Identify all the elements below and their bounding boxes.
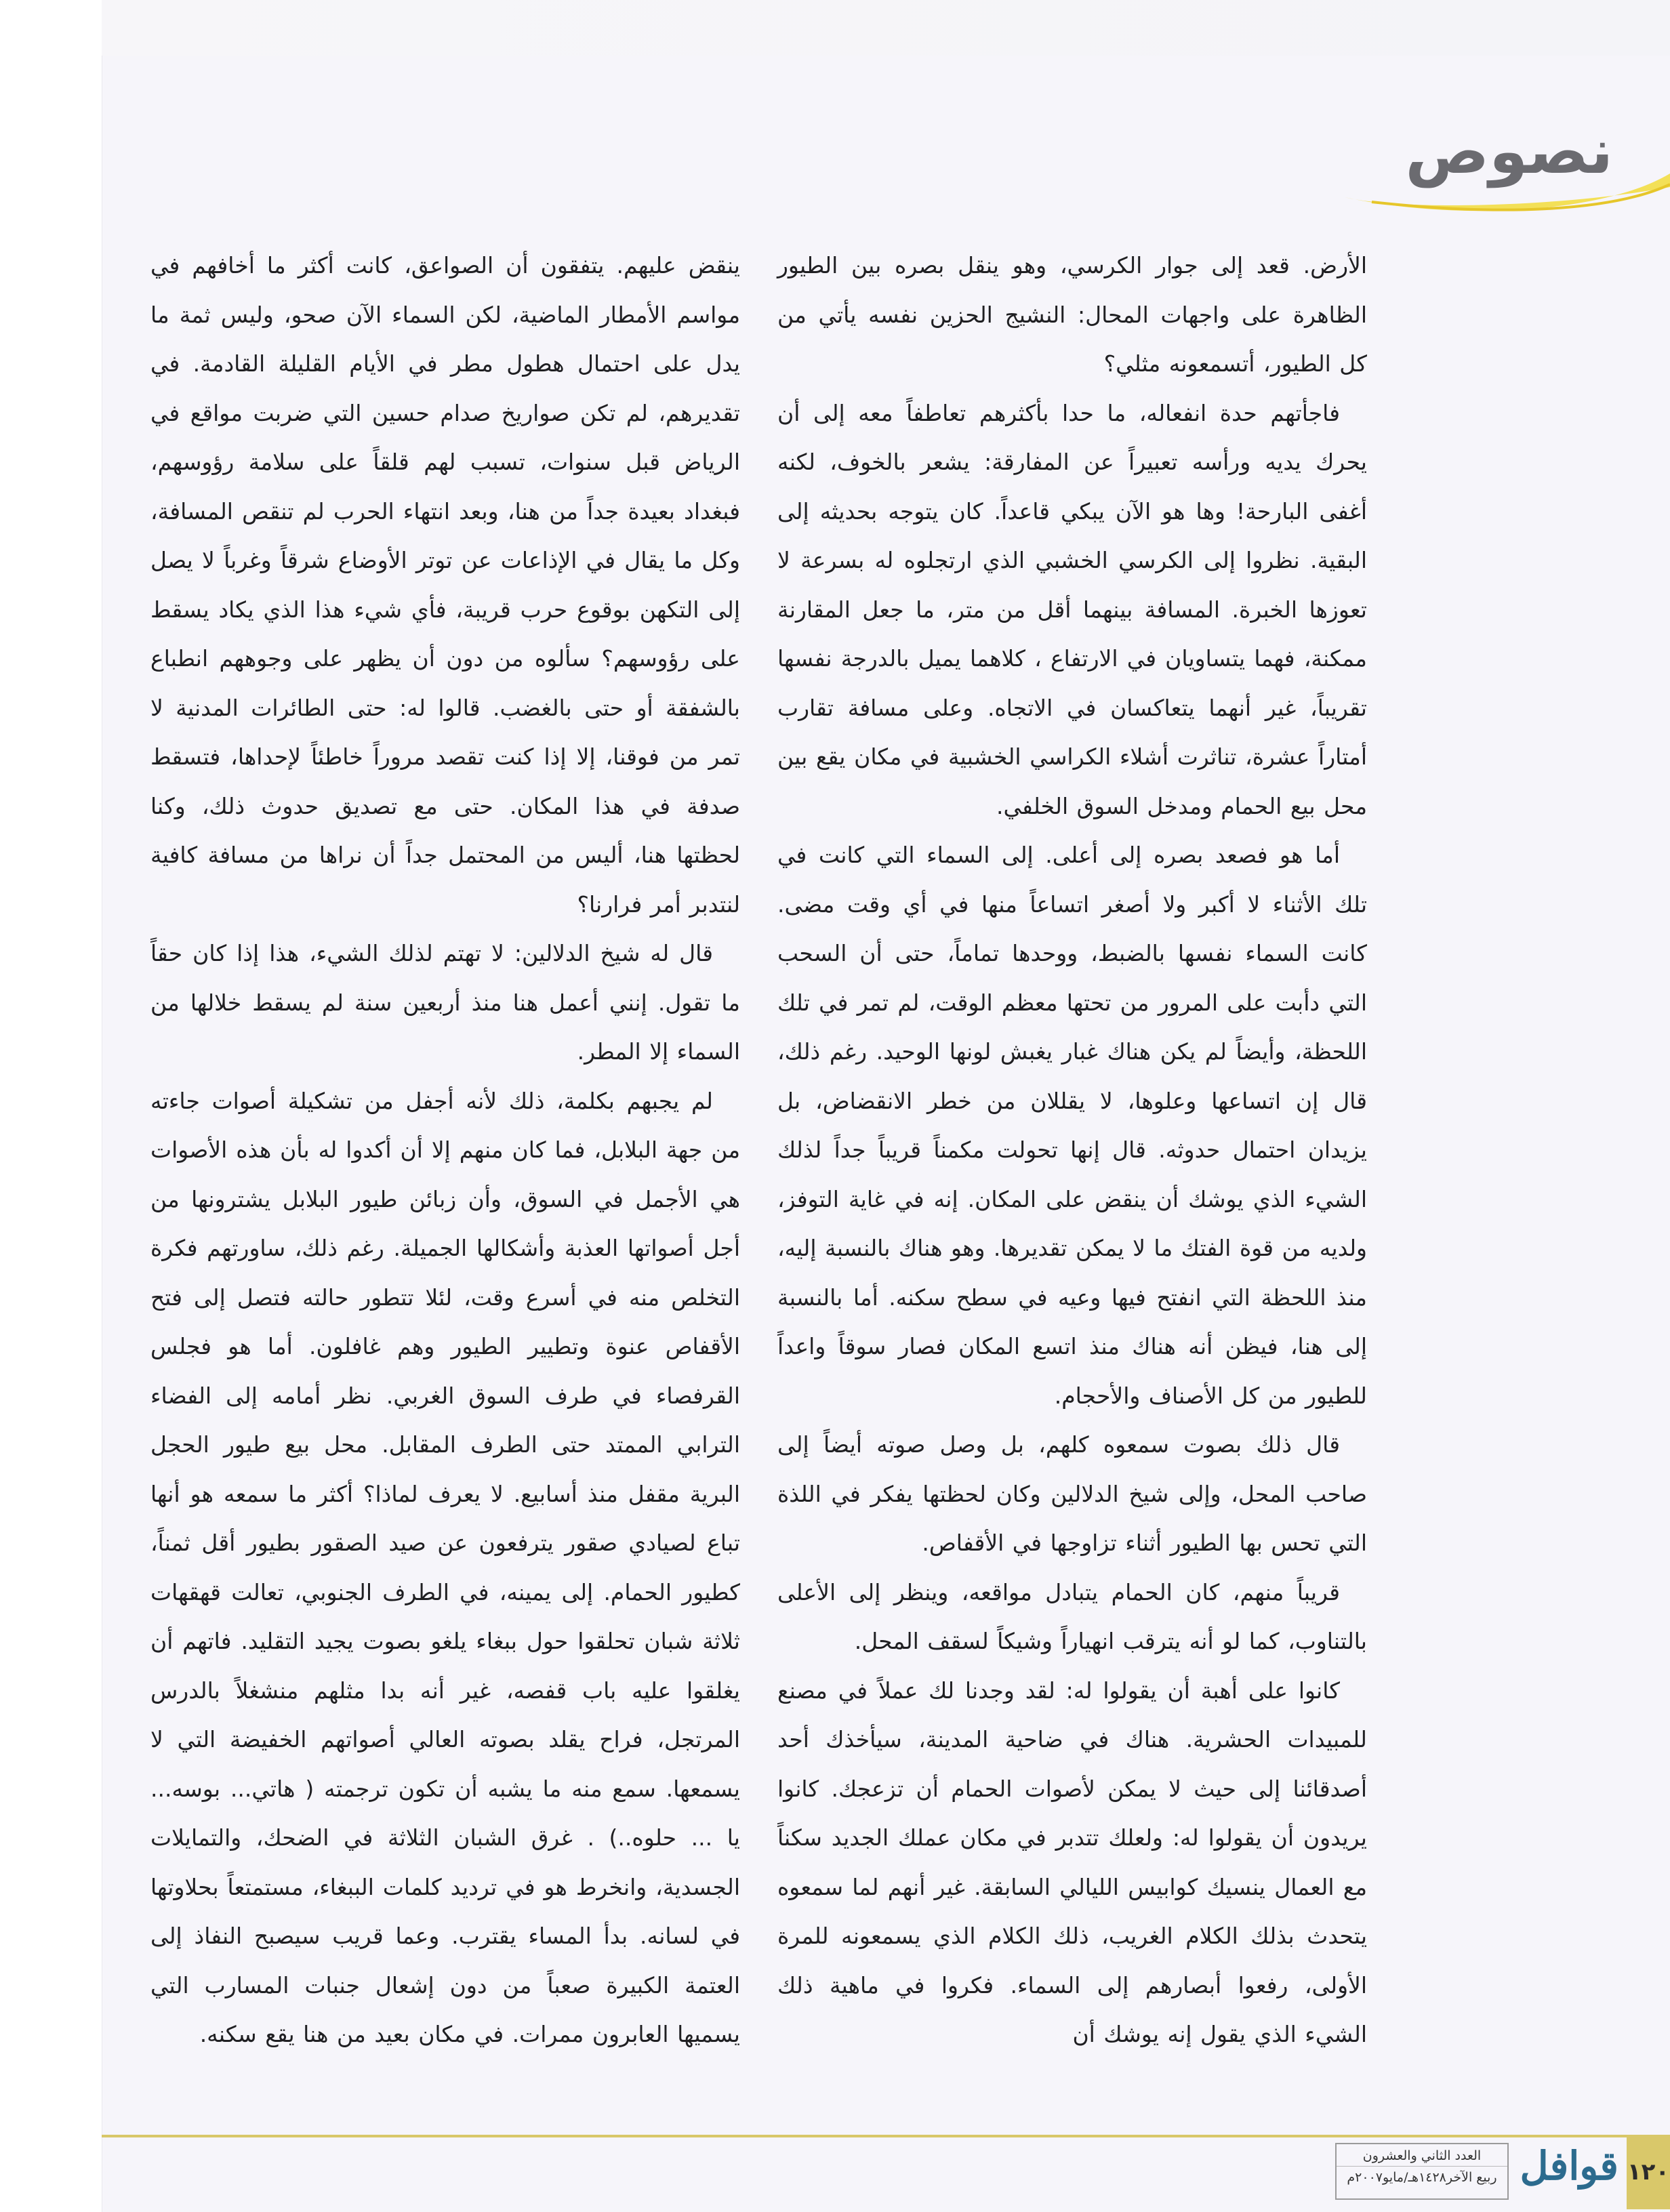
paragraph: الأرض. قعد إلى جوار الكرسي، وهو ينقل بصره بين الطيور الظاهرة على واجهات المحال: النشيج الحزين نفسه يأتي من كل الطيور، أتسمعونه مثلي؟ — [777, 252, 1367, 377]
paragraph: كانوا على أهبة أن يقولوا له: لقد وجدنا لك عملاً في مصنع للمبيدات الحشرية. هناك في ضاحية المدينة، سيأخذك أحد أصدقائنا إلى حيث لا يمكن لأصوات الحمام أن تزعجك. كانوا يريدون أن يقولوا له: ولعلك تتدبر في مكان عملك الجديد سكناً مع العمال ينسيك كوابيس الليالي السابقة. غير أنهم لما سمعوه يتحدث بذلك الكلام الغريب، ذلك الكلام الذي يسمعونه للمرة الأولى، رفعوا أبصارهم إلى السماء. فكروا في ماهية ذلك الشيء الذي يقول إنه يوشك أن — [777, 1677, 1367, 2047]
paragraph: أما هو فصعد بصره إلى أعلى. إلى السماء التي كانت في تلك الأثناء لا أكبر ولا أصغر اتساعاً منها في أي وقت مضى. كانت السماء نفسها بالضبط، ووحدها تماماً، حتى أن السحب التي دأبت على المرور من تحتها معظم الوقت، لم تمر في تلك اللحظة، وأيضاً لم يكن هناك غبار يغبش لونها الوحيد. رغم ذلك، قال إن اتساعها وعلوها، لا يقللان من خطر الانقضاض، بل يزيدان احتمال حدوثه. قال إنها تحولت مكمناً قريباً جداً لذلك الشيء الذي يوشك أن ينقض على المكان. إنه في غاية التوفز، ولديه من قوة الفتك ما لا يمكن تقديرها. وهو هناك بالنسبة إليه، منذ اللحظة التي انفتح فيها وعيه في سطح سكنه. أما بالنسبة إلى هنا، فيظن أنه هناك منذ اتسع المكان فصار سوقاً واعداً للطيور من كل الأصناف والأحجام. — [777, 842, 1367, 1409]
page-footer — [1331, 2135, 1670, 2209]
right-column — [777, 241, 1367, 2060]
left-column — [150, 241, 740, 2060]
section-header — [1318, 115, 1670, 202]
section-title: نصوص — [1405, 115, 1613, 188]
issue-number: العدد الثاني والعشرون — [1337, 2147, 1507, 2167]
paragraph: قال له شيخ الدلالين: لا تهتم لذلك الشيء، هذا إذا كان حقاً ما تقول. إنني أعمل هنا منذ أربعين سنة لم يسقط خلالها من السماء إلا المطر. — [150, 940, 740, 1065]
magazine-logo: قوافل — [1520, 2143, 1618, 2189]
paragraph: قال ذلك بصوت سمعوه كلهم، بل وصل صوته أيضاً إلى صاحب المحل، وإلى شيخ الدلالين وكان لحظتها يفكر في اللذة التي تحس بها الطيور أثناء تزاوجها في الأقفاص. — [777, 1431, 1367, 1556]
issue-info — [1335, 2143, 1509, 2200]
paragraph: ينقض عليهم. يتفقون أن الصواعق، كانت أكثر ما أخافهم في مواسم الأمطار الماضية، لكن السماء الآن صحو، وليس ثمة ما يدل على احتمال هطول مطر في الأيام القليلة القادمة. في تقديرهم، لم تكن صواريخ صدام حسين التي ضربت مواقع في الرياض قبل سنوات، تسبب لهم قلقاً على سلامة رؤوسهم، فبغداد بعيدة جداً من هنا، وبعد انتهاء الحرب لم تنقص المسافة، وكل ما يقال في الإذاعات عن توتر الأوضاع شرقاً وغرباً لا يصل إلى التكهن بوقوع حرب قريبة، فأي شيء هذا الذي يكاد يسقط على رؤوسهم؟ سألوه من دون أن يظهر على وجوههم انطباع بالشفقة أو حتى بالغضب. قالوا له: حتى الطائرات المدنية لا تمر من فوقنا، إلا إذا كنت تقصد مروراً خاطئاً لإحداها، فتسقط صدفة في هذا المكان. حتى مع تصديق حدوث ذلك، وكنا لحظتها هنا، أليس من المحتمل جداً أن نراها من مسافة كافية لنتدبر أمر فرارنا؟ — [150, 252, 740, 918]
paragraph: قريباً منهم، كان الحمام يتبادل مواقعه، وينظر إلى الأعلى بالتناوب، كما لو أنه يترقب انهياراً وشيكاً لسقف المحل. — [777, 1578, 1367, 1654]
article-body — [150, 241, 1367, 2071]
paragraph: فاجأتهم حدة انفعاله، ما حدا بأكثرهم تعاطفاً معه إلى أن يحرك يديه ورأسه تعبيراً عن المفارقة: يشعر بالخوف، لكنه أغفى البارحة! وها هو الآن يبكي قاعداً. كان يتوجه بحديثه إلى البقية. نظروا إلى الكرسي الخشبي الذي ارتجلوه له بسرعة لا تعوزها الخبرة. المسافة بينهما أقل من متر، ما جعل المقارنة ممكنة، فهما يتساويان في الارتفاع ، كلاهما يميل بالدرجة نفسها تقريباً، غير أنهما يتعاكسان في الاتجاه. وعلى مسافة تقارب أمتاراً عشرة، تناثرت أشلاء الكراسي الخشبية في مكان يقع بين محل بيع الحمام ومدخل السوق الخلفي. — [777, 399, 1367, 819]
paragraph: لم يجبهم بكلمة، ذلك لأنه أجفل من تشكيلة أصوات جاءته من جهة البلابل، فما كان منهم إلا أن أكدوا له بأن هذه الأصوات هي الأجمل في السوق، وأن زبائن طيور البلابل يشترونها من أجل أصواتها العذبة وأشكالها الجميلة. رغم ذلك، ساورتهم فكرة التخلص منه في أسرع وقت، لئلا تتطور حالته فتصل إلى فتح الأقفاص عنوة وتطيير الطيور وهم غافلون. أما هو فجلس القرفصاء في طرف السوق الغربي. نظر أمامه إلى الفضاء الترابي الممتد حتى الطرف المقابل. محل بيع طيور الحجل البرية مقفل منذ أسابيع. لا يعرف لماذا؟ أكثر ما سمعه هو أنها تباع لصيادي صقور يترفعون عن صيد الصقور بطيور أقل ثمناً، كطيور الحمام. إلى يمينه، في الطرف الجنوبي، تعالت قهقهات ثلاثة شبان تحلقوا حول ببغاء يلغو بصوت يجيد التقليد. فاتهم أن يغلقوا عليه باب قفصه، غير أنه بدا مثلهم منشغلاً بالدرس المرتجل، فراح يقلد بصوته العالي أصواتهم الخفيضة التي لا يسمعها. سمع منه ما يشبه أن تكون ترجمته ( هاتي... بوسه... يا ... حلوه..) . غرق الشبان الثلاثة في الضحك، والتمايلات الجسدية، وانخرط هو في ترديد كلمات الببغاء، مستمتعاً بحلاوتها في لسانه. بدأ المساء يقترب. وعما قريب سيصبح النفاذ إلى العتمة الكبيرة صعباً من دون إشعال جنبات المسارب التي يسميها العابرون ممرات. في مكان بعيد من هنا يقع سكنه. — [150, 1087, 740, 2047]
page-number: ١٢٠ — [1627, 2135, 1670, 2209]
issue-date: ربيع الآخر١٤٢٨هـ/مايو٢٠٠٧م — [1347, 2170, 1497, 2185]
